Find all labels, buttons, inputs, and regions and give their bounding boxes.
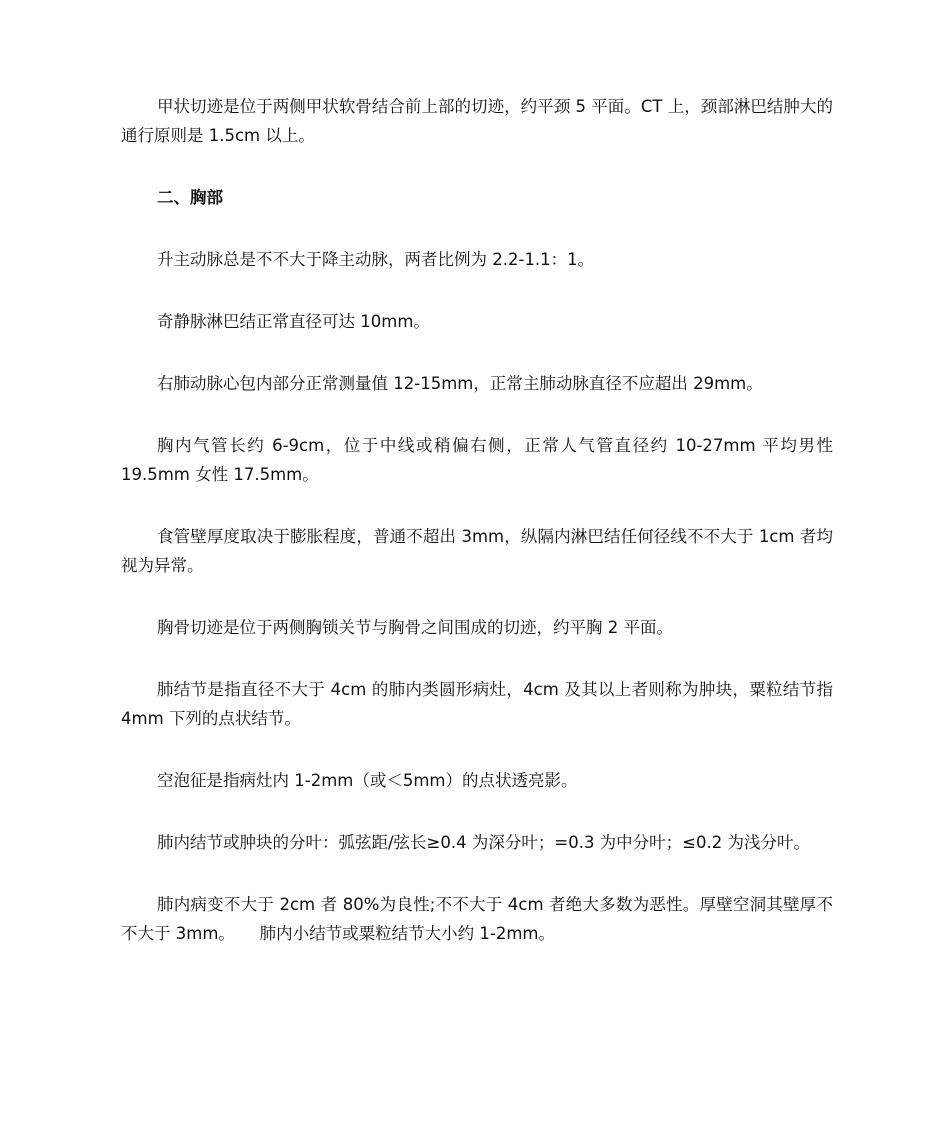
- paragraph-ascending-aorta: 升主动脉总是不不大于降主动脉，两者比例为 2.2-1.1：1。: [157, 250, 595, 269]
- paragraph-trachea: 胸内气管长约 6-9cm，位于中线或稍偏右侧，正常人气管直径约 10-27mm 平均男性 19.5mm 女性 17.5mm。: [121, 436, 833, 484]
- paragraph-vacuole-sign: 空泡征是指病灶内 1-2mm（或＜5mm）的点状透亮影。: [157, 771, 578, 790]
- paragraph-pulmonary-artery: 右肺动脉心包内部分正常测量值 12-15mm，正常主肺动脉直径不应超出 29mm。: [157, 374, 763, 393]
- paragraph-sternal-notch: 胸骨切迹是位于两侧胸锁关节与胸骨之间围成的切迹，约平胸 2 平面。: [157, 618, 673, 637]
- paragraph-lesion-size: 肺内病变不大于 2cm 者 80%为良性;不不大于 4cm 者绝大多数为恶性。厚壁空洞其壁厚不不大于 3mm。 肺内小结节或粟粒结节大小约 1-2mm。: [121, 895, 833, 943]
- document-page: [121, 92, 833, 981]
- paragraph-thyroid-notch: 甲状切迹是位于两侧甲状软骨结合前上部的切迹，约平颈 5 平面。CT 上，颈部淋巴结肿大的通行原则是 1.5cm 以上。: [121, 97, 833, 145]
- paragraph-lobulation: 肺内结节或肿块的分叶：弧弦距/弦长≥0.4 为深分叶；=0.3 为中分叶；≤0.2 为浅分叶。: [157, 833, 810, 852]
- section-heading-chest: 二、胸部: [157, 188, 223, 207]
- paragraph-esophagus: 食管壁厚度取决于膨胀程度，普通不超出 3mm，纵隔内淋巴结任何径线不不大于 1cm 者均视为异常。: [121, 527, 833, 575]
- paragraph-azygos-lymph-node: 奇静脉淋巴结正常直径可达 10mm。: [157, 312, 430, 331]
- paragraph-lung-nodule: 肺结节是指直径不大于 4cm 的肺内类圆形病灶，4cm 及其以上者则称为肿块，粟粒结节指 4mm 下列的点状结节。: [121, 680, 833, 728]
